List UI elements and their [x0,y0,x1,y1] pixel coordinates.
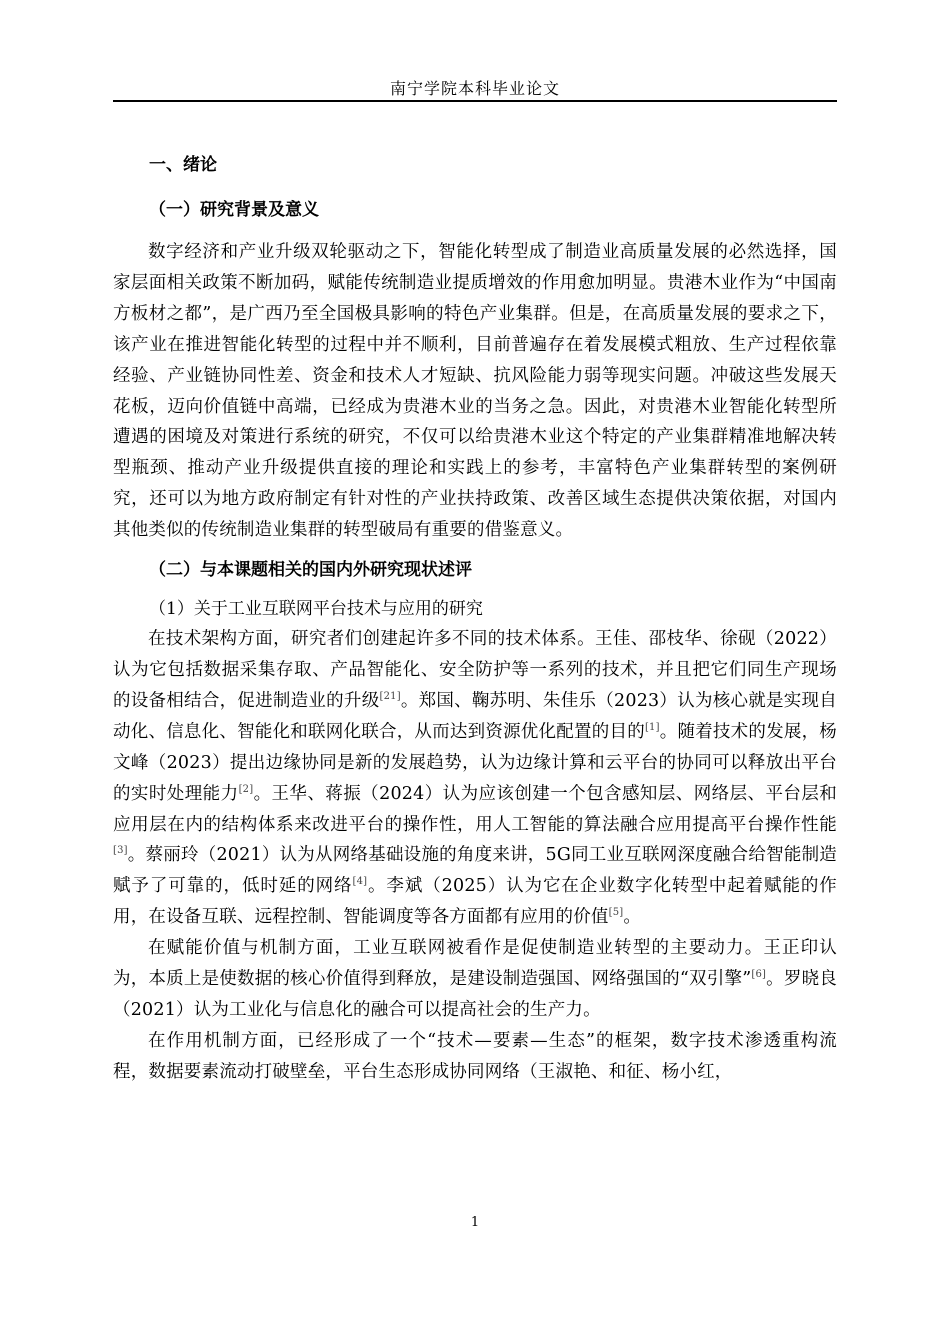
citation-ref: [6] [751,969,767,981]
citation-ref: [1] [644,721,660,733]
header-rule [113,100,837,102]
body-content [113,150,837,1088]
section-heading: 一、绪论 [149,155,217,175]
subsection-heading-review: （二）与本课题相关的国内外研究现状述评 [149,560,472,581]
paragraph-enabling-value: 在赋能价值与机制方面，工业互联网被看作是促使制造业转型的主要动力。王正印认为，本质上是使数据的核心价值得到释放，是建设制造强国、网络强国的“双引擎”[6]。罗晓良（2021）认为工业化与信息化的融合可以提高社会的生产力。 [113,938,837,1020]
sub-item-heading: （1）关于工业互联网平台技术与应用的研究 [149,599,483,620]
citation-ref: [5] [608,907,624,919]
running-header: 南宁学院本科毕业论文 [389,79,560,98]
page-number: 1 [470,1215,480,1230]
citation-ref: [4] [352,876,368,888]
paragraph-mechanism: 在作用机制方面，已经形成了一个“技术—要素—生态”的框架，数字技术渗透重构流程，数据要素流动打破壁垒，平台生态形成协同网络（王淑艳、和征、杨小红， [113,1030,837,1082]
citation-ref: [3] [113,845,128,857]
subsection-heading: （一）研究背景及意义 [149,200,319,220]
citation-ref: [2] [238,783,254,795]
paragraph-tech-architecture: 在技术架构方面，研究者们创建起许多不同的技术体系。王佳、邵枝华、徐砚（2022）认为它包括数据采集存取、产品智能化、安全防护等一系列的技术，并且把它们同生产现场的设备相结合，促进制造业的升级[21]。郑国、鞠苏明、朱佳乐（2023）认为核心就是实现自动化、信息化、智能化和联网化联合，从而达到资源优化配置的目的[1]。随着技术的发展，杨文峰（2023）提出边缘协同是新的发展趋势，认为边缘计算和云平台的协同可以释放出平台的实时处理能力[2]。王华、蒋振（2024）认为应该创建一个包含感知层、网络层、平台层和应用层在内的结构体系来改进平台的操作性，用人工智能的算法融合应用提高平台操作性能[3]。蔡丽玲（2021）认为从网络基础设施的角度来讲，5G同工业互联网深度融合给智能制造赋予了可靠的，低时延的网络[4]。李斌（2025）认为它在企业数字化转型中起着赋能的作用，在设备互联、远程控制、智能调度等各方面都有应用的价值[5]。 [113,629,838,928]
paragraph-background: 数字经济和产业升级双轮驱动之下，智能化转型成了制造业高质量发展的必然选择，国家层面相关政策不断加码，赋能传统制造业提质增效的作用愈加明显。贵港木业作为“中国南方板材之都”，是广西乃至全国极具影响的特色产业集群。但是，在高质量发展的要求之下，该产业在推进智能化转型的过程中并不顺利，目前普遍存在着发展模式粗放、生产过程依靠经验、产业链协同性差、资金和技术人才短缺、抗风险能力弱等现实问题。冲破这些发展天花板，迈向价值链中高端，已经成为贵港木业的当务之急。因此，对贵港木业智能化转型所遭遇的困境及对策进行系统的研究，不仅可以给贵港木业这个特定的产业集群精准地解决转型瓶颈、推动产业升级提供直接的理论和实践上的参考，丰富特色产业集群转型的案例研究，还可以为地方政府制定有针对性的产业扶持政策、改善区域生态提供决策依据，对国内其他类似的传统制造业集群的转型破局有重要的借鉴意义。 [113,242,837,541]
citation-ref: [21] [379,690,401,702]
